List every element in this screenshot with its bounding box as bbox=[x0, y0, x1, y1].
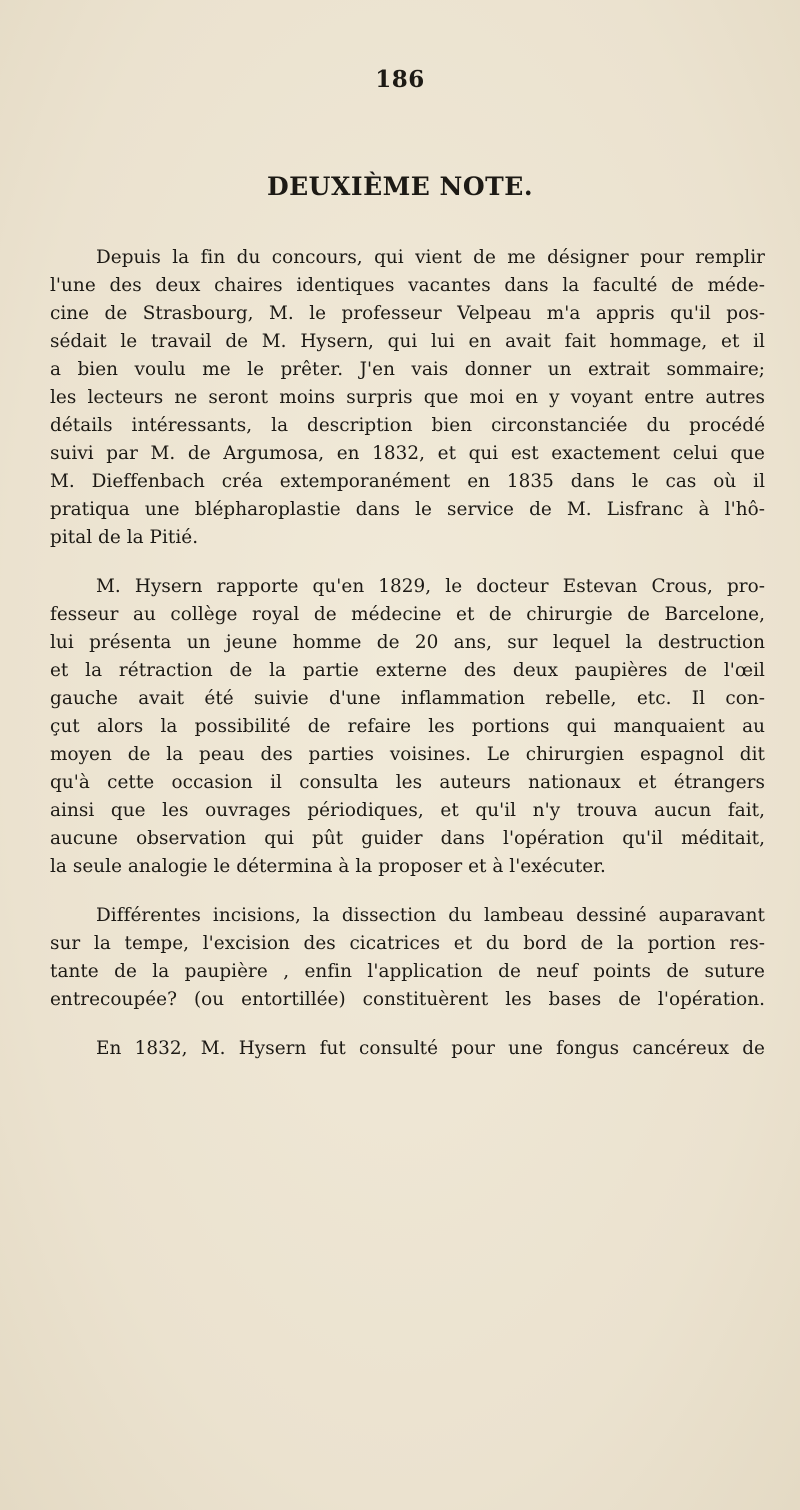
text-line: l'une des deux chaires identiques vacantes dans la faculté de méde- bbox=[50, 275, 765, 296]
text-line: suivi par M. de Argumosa, en 1832, et qui est exactement celui que bbox=[50, 443, 765, 464]
text-line: sur la tempe, l'excision des cicatrices et du bord de la portion res- bbox=[50, 933, 765, 954]
text-line: cine de Strasbourg, M. le professeur Velpeau m'a appris qu'il pos- bbox=[50, 303, 765, 324]
text-line: M. Dieffenbach créa extemporanément en 1835 dans le cas où il bbox=[50, 471, 765, 492]
text-line: pratiqua une blépharoplastie dans le service de M. Lisfranc à l'hô- bbox=[50, 499, 765, 520]
text-line: et la rétraction de la partie externe des deux paupières de l'œil bbox=[50, 660, 765, 681]
text-line: pital de la Pitié. bbox=[50, 527, 199, 548]
text-line: çut alors la possibilité de refaire les portions qui manquaient au bbox=[50, 716, 765, 737]
text-line: la seule analogie le détermina à la proposer et à l'exécuter. bbox=[50, 856, 606, 877]
note-title: DEUXIÈME NOTE. bbox=[266, 172, 534, 201]
text-line: moyen de la peau des parties voisines. Le chirurgien espagnol dit bbox=[50, 744, 765, 765]
text-line: fesseur au collège royal de médecine et de chirurgie de Barcelone, bbox=[50, 604, 765, 625]
text-line: Différentes incisions, la dissection du lambeau dessiné auparavant bbox=[96, 905, 765, 926]
text-line: qu'à cette occasion il consulta les auteurs nationaux et étrangers bbox=[50, 772, 765, 793]
paragraph-3 bbox=[50, 902, 765, 1014]
text-line: M. Hysern rapporte qu'en 1829, le docteur Estevan Crous, pro- bbox=[96, 576, 765, 597]
text-line: lui présenta un jeune homme de 20 ans, sur lequel la destruction bbox=[50, 632, 765, 653]
text-line: gauche avait été suivie d'une inflammation rebelle, etc. Il con- bbox=[50, 688, 765, 709]
text-line: les lecteurs ne seront moins surpris que moi en y voyant entre autres bbox=[50, 387, 765, 408]
paragraph-1 bbox=[50, 244, 765, 552]
text-line: Depuis la fin du concours, qui vient de me désigner pour remplir bbox=[96, 247, 765, 268]
text-line: a bien voulu me le prêter. J'en vais donner un extrait sommaire; bbox=[50, 359, 765, 380]
paragraph-4 bbox=[50, 1035, 765, 1063]
paragraph-2 bbox=[50, 573, 765, 881]
page-number: 186 bbox=[375, 66, 425, 93]
text-line: ainsi que les ouvrages périodiques, et qu'il n'y trouva aucun fait, bbox=[50, 800, 765, 821]
text-line: entrecoupée? (ou entortillée) constituèrent les bases de l'opération. bbox=[50, 989, 765, 1010]
text-line: détails intéressants, la description bien circonstanciée du procédé bbox=[50, 415, 765, 436]
body-text bbox=[50, 244, 765, 1063]
text-line: aucune observation qui pût guider dans l'opération qu'il méditait, bbox=[50, 828, 765, 849]
text-line: sédait le travail de M. Hysern, qui lui en avait fait hommage, et il bbox=[50, 331, 765, 352]
text-line: tante de la paupière , enfin l'application de neuf points de suture bbox=[50, 961, 765, 982]
text-line: En 1832, M. Hysern fut consulté pour une fongus cancéreux de bbox=[96, 1038, 765, 1059]
